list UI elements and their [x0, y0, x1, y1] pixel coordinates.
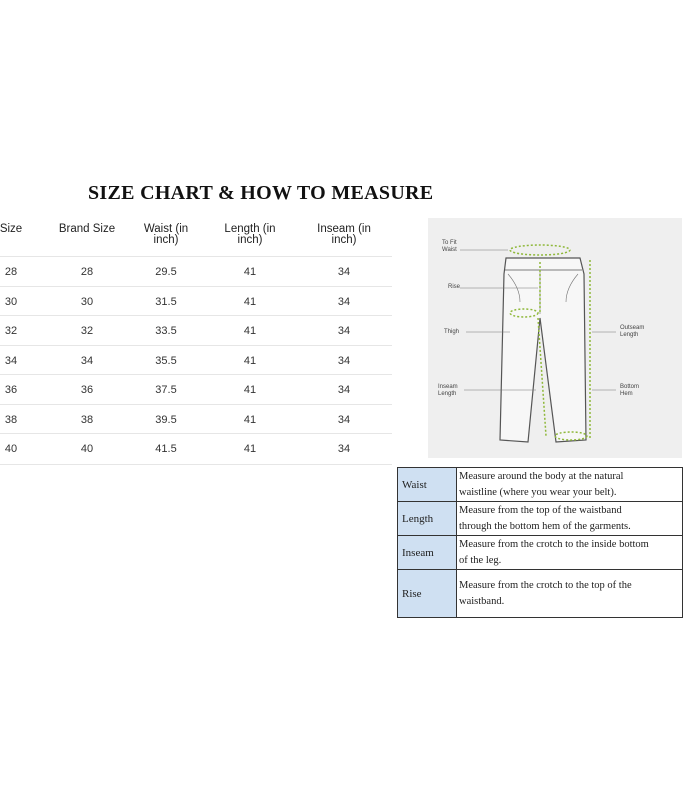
- table-row: [0, 433, 392, 465]
- cell-length: 41: [243, 325, 257, 337]
- definition-length: Measure from the top of the waistband through the bottom hem of the garments.: [457, 502, 683, 536]
- header-waist: Waist (in inch): [143, 223, 189, 246]
- definition-inseam: Measure from the crotch to the inside bottom of the leg.: [457, 536, 683, 570]
- definition-row: [398, 502, 683, 536]
- cell-inseam: 34: [337, 413, 351, 426]
- cell-length: 41: [243, 266, 257, 278]
- term-waist: Waist: [398, 468, 457, 502]
- label-outseam-length: Outseam Length: [620, 325, 645, 338]
- table-row: [0, 345, 392, 376]
- definition-row: [398, 536, 683, 570]
- cell-inseam: 34: [337, 384, 351, 396]
- term-length: Length: [398, 502, 457, 536]
- term-rise: Rise: [398, 570, 457, 618]
- cell-inseam: 34: [337, 354, 351, 367]
- cell-length: 41: [243, 354, 257, 367]
- definition-waist: Measure around the body at the natural waistline (where you wear your belt).: [457, 468, 683, 502]
- cell-length: 41: [243, 413, 257, 426]
- cell-length: 41: [243, 384, 257, 396]
- measurement-definitions-table: [397, 467, 683, 618]
- table-row: [0, 315, 392, 346]
- cell-brand-size: 32: [80, 325, 94, 337]
- cell-size: 40: [4, 443, 18, 455]
- header-length: Length (in inch): [224, 223, 276, 246]
- table-row: [0, 256, 392, 287]
- cell-inseam: 34: [337, 325, 351, 337]
- cell-waist: 33.5: [155, 325, 177, 337]
- label-to-fit-waist: To Fit Waist: [442, 240, 457, 253]
- cell-size: 30: [4, 295, 18, 308]
- definition-row: [398, 468, 683, 502]
- cell-brand-size: 38: [80, 413, 94, 426]
- cell-inseam: 34: [337, 295, 351, 308]
- cell-length: 41: [243, 295, 257, 308]
- label-inseam-length: Inseam Length: [438, 384, 458, 397]
- cell-size: 28: [4, 266, 18, 278]
- cell-size: 36: [4, 384, 18, 396]
- term-inseam: Inseam: [398, 536, 457, 570]
- cell-brand-size: 34: [80, 354, 94, 367]
- cell-size: 34: [4, 354, 18, 367]
- header-inseam: Inseam (in inch): [317, 223, 371, 246]
- trousers-outline: [500, 258, 586, 442]
- cell-brand-size: 28: [80, 266, 94, 278]
- cell-waist: 35.5: [155, 354, 177, 367]
- cell-brand-size: 36: [80, 384, 94, 396]
- cell-brand-size: 40: [80, 443, 94, 455]
- waist-measure-marker: [510, 245, 570, 255]
- cell-waist: 39.5: [155, 413, 177, 426]
- cell-inseam: 34: [337, 443, 351, 455]
- label-rise: Rise: [448, 284, 461, 290]
- cell-brand-size: 30: [80, 295, 94, 308]
- table-row: [0, 374, 392, 405]
- cell-size: 32: [4, 325, 18, 337]
- cell-waist: 31.5: [155, 295, 177, 308]
- definition-row: [398, 570, 683, 618]
- label-bottom-hem: Bottom Hem: [620, 384, 640, 397]
- cell-inseam: 34: [337, 266, 351, 278]
- cell-length: 41: [243, 443, 257, 455]
- page-title: SIZE CHART & HOW TO MEASURE: [88, 182, 434, 204]
- table-row: [0, 404, 392, 435]
- cell-waist: 37.5: [155, 384, 177, 396]
- cell-size: 38: [4, 413, 18, 426]
- header-size: Size: [0, 223, 23, 235]
- pants-measurement-diagram: [428, 218, 682, 458]
- definition-rise: Measure from the crotch to the top of the waistband.: [457, 570, 683, 618]
- label-thigh: Thigh: [444, 329, 460, 335]
- table-header: [0, 218, 392, 256]
- header-brand-size: Brand Size: [58, 223, 116, 235]
- table-row: [0, 286, 392, 317]
- cell-waist: 29.5: [155, 266, 177, 278]
- cell-waist: 41.5: [155, 443, 177, 455]
